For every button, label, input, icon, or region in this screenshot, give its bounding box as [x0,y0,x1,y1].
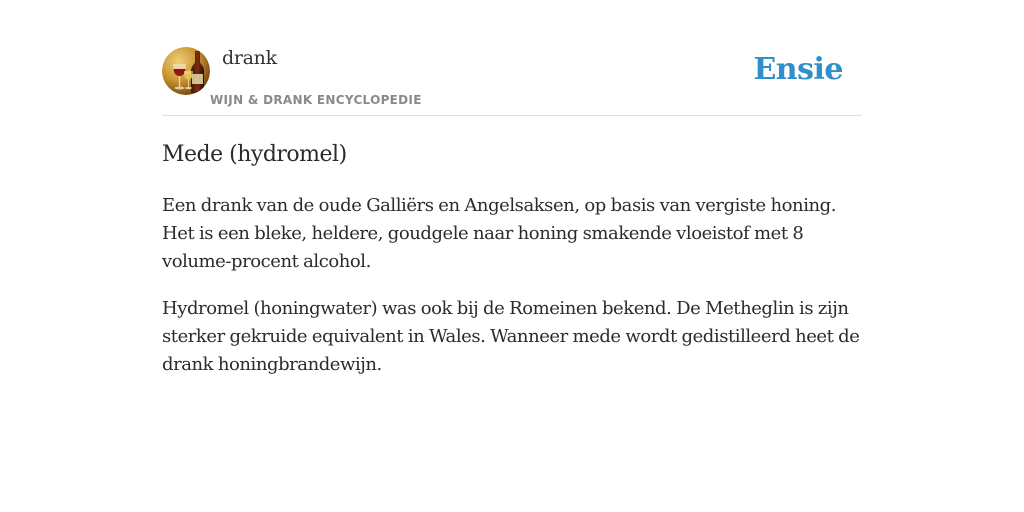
wine-bottle-glass-icon [162,47,210,95]
category-name[interactable]: drank [222,47,277,69]
category-subtitle: WIJN & DRANK ENCYCLOPEDIE [210,93,422,107]
article [162,139,862,379]
article-body [162,192,862,379]
article-title: Mede (hydromel) [162,142,347,167]
category-avatar[interactable] [162,47,210,95]
article-paragraph: Een drank van de oude Galliërs en Angelsaksen, op basis van vergiste honing. Het is een bleke, heldere, goudgele naar honing smakende vloeistof met 8 volume-procent alcohol. [162,195,836,272]
header [162,46,862,116]
article-paragraph: Hydromel (honingwater) was ook bij de Romeinen bekend. De Metheglin is zijn sterker gekruide equivalent in Wales. Wanneer mede wordt gedistilleerd heet de drank honingbrandewijn. [162,298,860,375]
brand-logo[interactable]: Ensie [753,52,843,87]
